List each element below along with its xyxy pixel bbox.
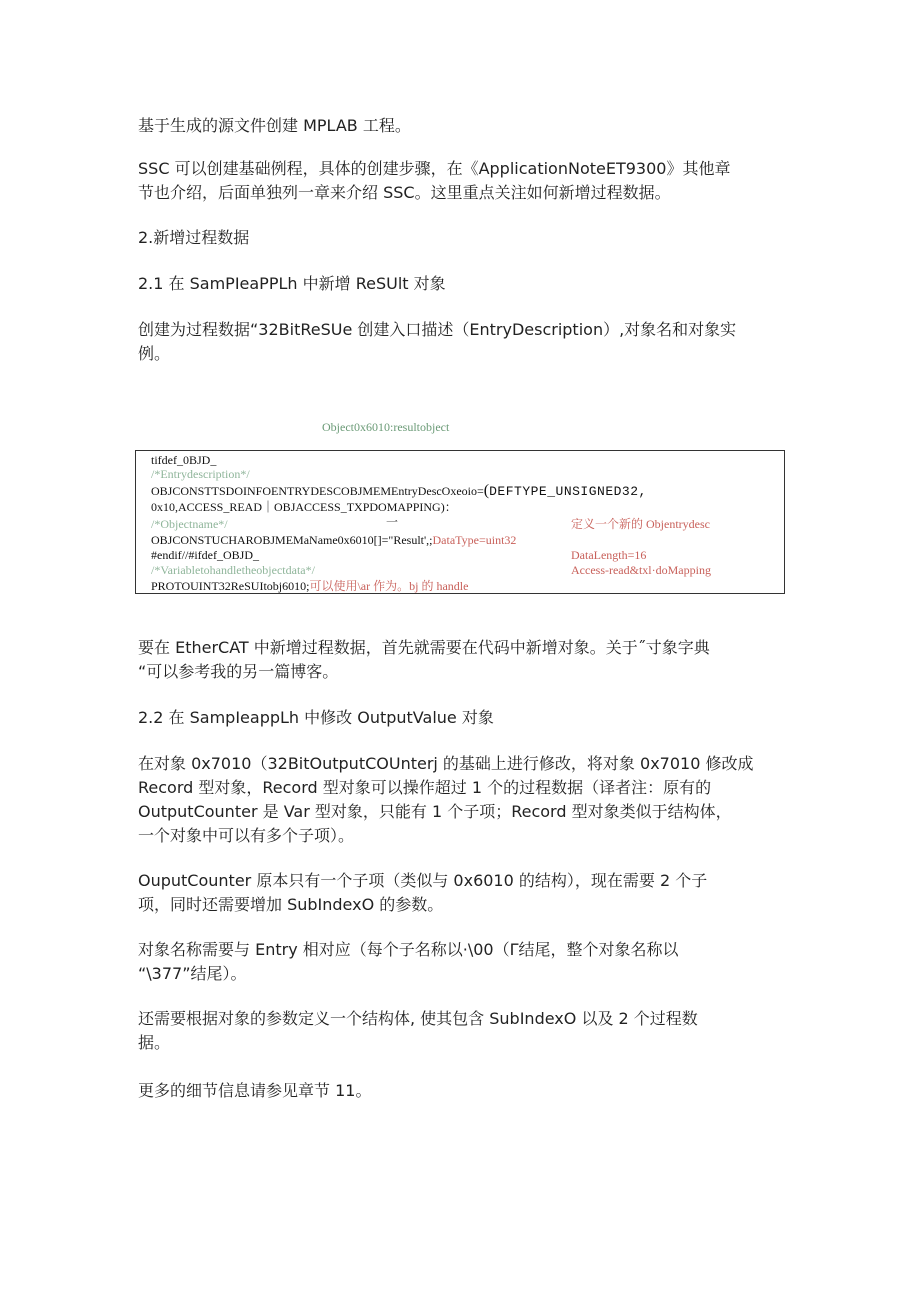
annotation-define-entrydesc: 定义一个新的 Objentrydesc [571,517,710,531]
code-proto-decl: PROTOUINT32ReSUItobj6010; [151,579,310,593]
code-datatype-note: DataType=uint32 [432,533,517,547]
code-line-access [151,500,457,515]
paragraph-objectname-line1: 对象名称需要与 Entry 相对应（每个子名称以·\00（Γ结尾，整个对象名称以 [138,940,679,959]
paragraph-create-entry-line2: 例。 [138,344,171,363]
code-comment-variable: /*Variabletohandletheobjectdata*/ [151,563,315,577]
paragraph-struct-line2: 据。 [138,1033,171,1052]
paragraph-record-line1: 在对象 0x7010（32BitOutputCOUnterj 的基础上进行修改，将对象 0x7010 修改成 [138,754,754,773]
code-objectname-decl: OBJCONSTUCHAROBJMEMaName0x6010[]="Result',; [151,533,433,547]
section-heading-2-2: 2.2 在 SampIeappLh 中修改 OutputValue 对象 [138,708,494,727]
paragraph-outputcounter-line1: OuputCounter 原本只有一个子项（类似与 0x6010 的结构），现在需要 2 个子 [138,871,708,890]
paragraph-record-line4: 一个对象中可以有多个子项）。 [138,826,355,845]
code-line-entrydesc [151,483,647,499]
section-heading-2: 2.新增过程数据 [138,228,250,247]
paragraph-struct-line1: 还需要根据对象的参数定义一个结构体, 使其包含 SubIndexO 以及 2 个过程数 [138,1009,698,1028]
code-entrydesc-decl: OBJCONSTTSDOINFOENTRYDESCOBJMEMEntryDescOxeoio= [151,484,484,498]
paragraph-record-line3: OutputCounter 是 Var 型对象，只能有 1 个子项；Record 型对象类似于结构体， [138,802,732,821]
code-deftype: DEFTYPE_UNSIGNED32, [489,484,647,499]
paragraph-ethercat-line2: “可以参考我的另一篇博客。 [138,662,339,681]
paragraph-create-entry-line1: 创建为过程数据“32BitReSUe 创建入口描述（EntryDescription）,对象名和对象实 [138,320,737,339]
code-line-endif: #endif//#ifdef_OBJD_ [151,548,259,562]
section-heading-2-1: 2.1 在 SamPIeaPPLh 中新增 ReSUlt 对象 [138,274,446,293]
code-access-flags: 0x10,ACCESS_READ｜OBJACCESS_TXPDOMAPPING) [151,500,445,514]
paragraph-ssc-line2: 节也介绍，后面单独列一章来介绍 SSC。这里重点关注如何新增过程数据。 [138,183,671,202]
code-comment-entrydescription: /*Entrydescription*/ [151,467,250,481]
paragraph-more-details: 更多的细节信息请参见章节 11。 [138,1081,372,1100]
paragraph-mplab: 基于生成的源文件创建 MPLAB 工程。 [138,116,411,135]
annotation-datalength: DataLength=16 [571,548,647,562]
figure-caption: Object0x6010:resultobject [322,420,450,434]
paragraph-ssc-line1: SSC 可以创建基础例程，具体的创建步骤，在《ApplicationNoteET9300》其他章 [138,159,731,178]
annotation-access: Access-read&txl·doMapping [571,563,711,577]
paragraph-objectname-line2: “\377”结尾）。 [138,964,247,983]
code-line-objectname [151,533,516,548]
code-line-ifdef: tifdef_0BJD_ [151,453,217,467]
code-figure [135,450,785,594]
paragraph-record-line2: Record 型对象，Record 型对象可以操作超过 1 个的过程数据（译者注：原有的 [138,778,712,797]
code-handle-note: 可以使用\ar 作为。bj 的 handle [309,579,469,593]
code-line-proto [151,579,468,594]
code-comment-objectname: /*Objectname*/ [151,517,228,531]
paragraph-ethercat-line1: 要在 EtherCAT 中新增过程数据，首先就需要在代码中新增对象。关于˝寸象字典 [138,638,710,657]
paragraph-outputcounter-line2: 项，同时还需要增加 SubIndexO 的参数。 [138,895,444,914]
code-dash-mark: 一 [386,515,399,529]
code-paren: ( [483,482,490,499]
code-semicolon: ： [444,500,457,514]
